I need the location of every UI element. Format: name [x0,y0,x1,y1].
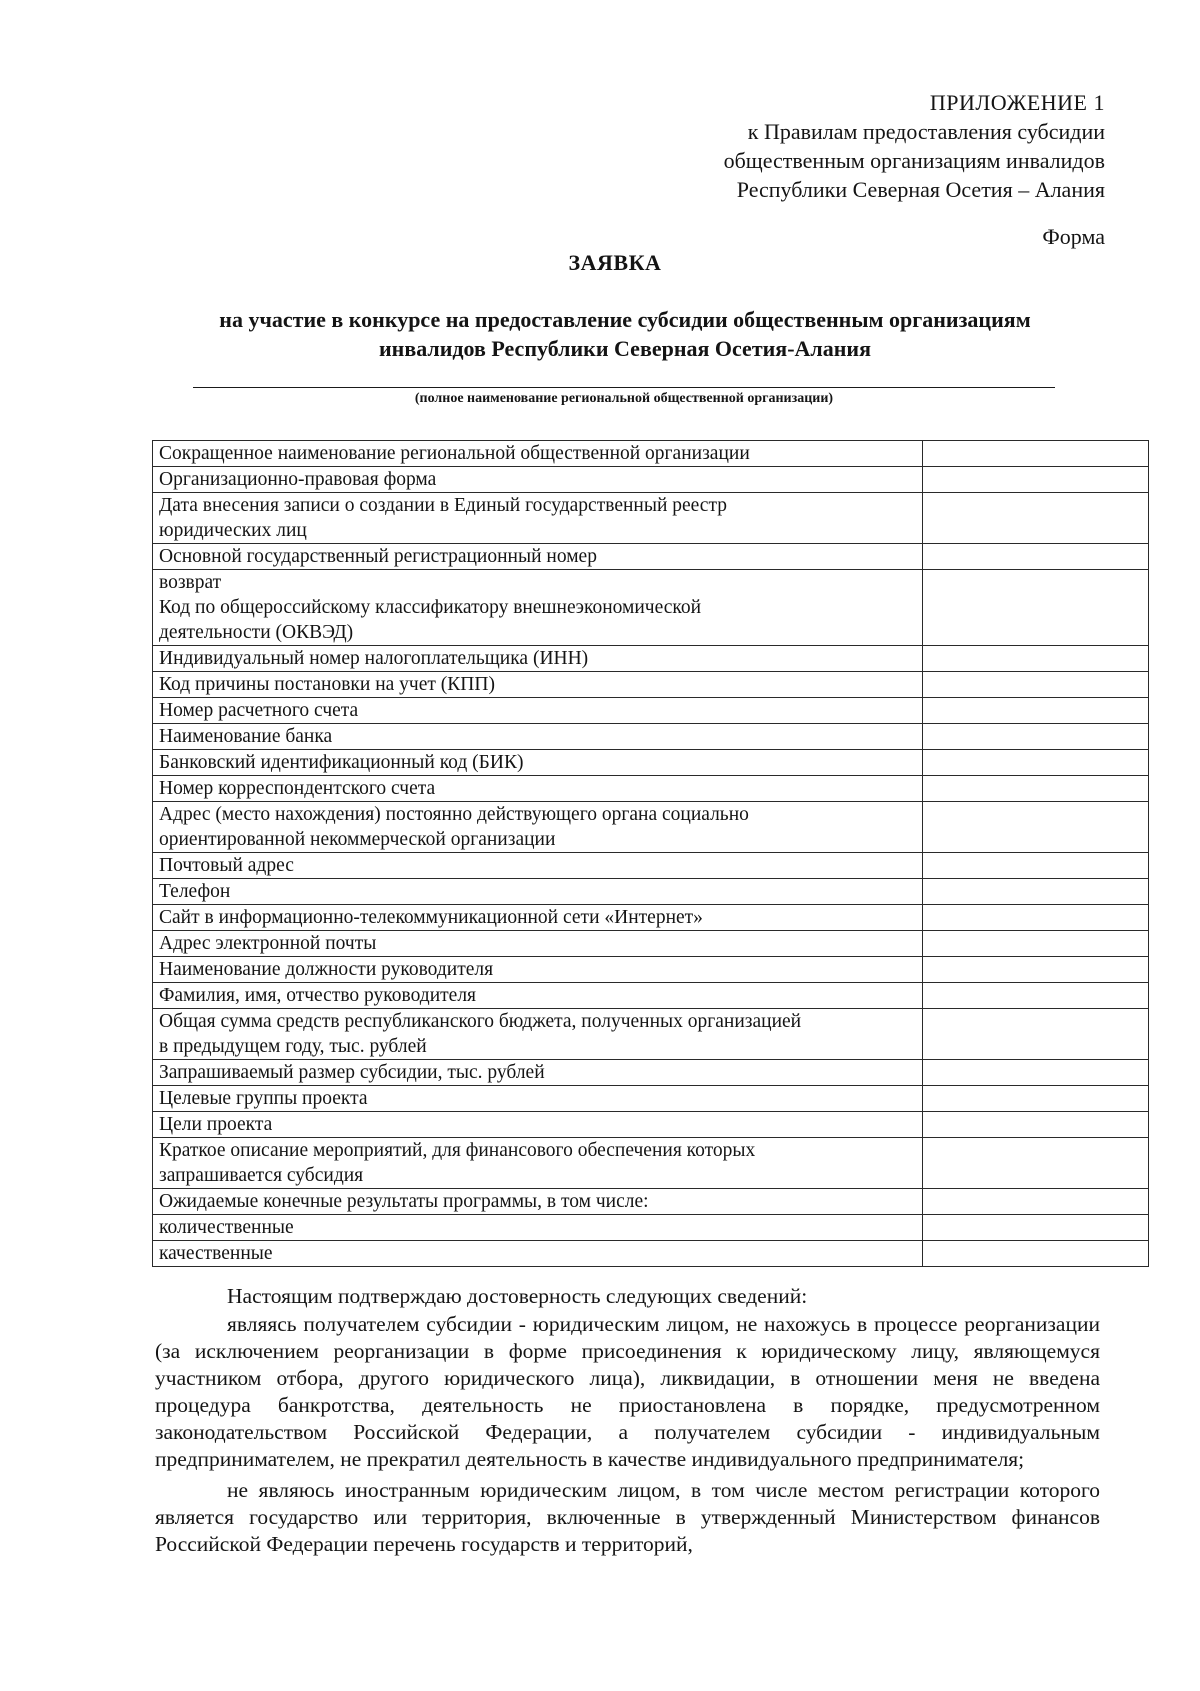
table-row [153,957,1149,983]
table-row [153,1060,1149,1086]
table-row [153,1215,1149,1241]
table-row [153,724,1149,750]
field-value[interactable] [923,879,1149,905]
field-value[interactable] [923,441,1149,467]
declaration-paragraph: Настоящим подтверждаю достоверность следующих сведений: [227,1284,808,1308]
form-label: Форма [1042,224,1105,249]
appendix-title: ПРИЛОЖЕНИЕ 1 [929,90,1105,115]
field-value[interactable] [923,672,1149,698]
appendix-line: к Правилам предоставления субсидии [747,119,1105,144]
table-row [153,1138,1149,1189]
declaration-paragraph: являясь получателем субсидии - юридическим лицом, не нахожусь в процессе реорганизации (за исключением реорганизации в форме присоединения к юридическому лицу, являющемуся участником отбора, другого юридического лица), ликвидации, в отношении меня не введена процедура банкротства, деятельность не приостановлена в порядке, предусмотренном законодательством Российской Федерации, а получателем субсидии - индивидуальным предпринимателем, не прекратил деятельность в качестве индивидуального предпринимателя; [155,1312,1100,1471]
field-value[interactable] [923,467,1149,493]
table-row [153,905,1149,931]
table-row [153,672,1149,698]
subtitle-line: инвалидов Республики Северная Осетия-Алания [378,336,872,361]
field-value[interactable] [923,905,1149,931]
field-label: Организационно-правовая форма [153,467,923,493]
table-row [153,441,1149,467]
field-label: Наименование банка [153,724,923,750]
field-label: Адрес электронной почты [153,931,923,957]
table-row [153,570,1149,646]
table-row [153,879,1149,905]
table-row [153,1112,1149,1138]
table-row [153,776,1149,802]
declaration-paragraph: не являюсь иностранным юридическим лицом, в том числе местом регистрации которого является государство или территория, включенные в утвержденный Министерством финансов Российской Федерации перечень государств и территорий, [155,1478,1100,1556]
field-label: возврат Код по общероссийскому классификатору внешнеэкономической деятельности (ОКВЭД) [153,570,923,646]
table-row [153,983,1149,1009]
field-label: Код причины постановки на учет (КПП) [153,672,923,698]
field-value[interactable] [923,750,1149,776]
field-label: Дата внесения записи о создании в Единый государственный реестр юридических лиц [153,493,923,544]
appendix-line: общественным организациям инвалидов [723,148,1105,173]
field-label: Номер корреспондентского счета [153,776,923,802]
table-row [153,853,1149,879]
field-value[interactable] [923,1241,1149,1267]
field-label: Индивидуальный номер налогоплательщика (ИНН) [153,646,923,672]
field-value[interactable] [923,931,1149,957]
field-value[interactable] [923,1112,1149,1138]
appendix-line: Республики Северная Осетия – Алания [736,177,1105,202]
org-name-blank-line [193,387,1055,388]
application-form-table [152,440,1149,1267]
table-row [153,750,1149,776]
field-value[interactable] [923,957,1149,983]
field-value[interactable] [923,544,1149,570]
table-row [153,544,1149,570]
field-label: количественные [153,1215,923,1241]
field-label: Цели проекта [153,1112,923,1138]
table-row [153,931,1149,957]
org-name-caption: (полное наименование региональной общественной организации) [414,391,834,406]
table-row [153,1189,1149,1215]
field-label: Сайт в информационно-телекоммуникационной сети «Интернет» [153,905,923,931]
field-label: Ожидаемые конечные результаты программы, в том числе: [153,1189,923,1215]
appendix-header [724,88,1105,204]
field-value[interactable] [923,853,1149,879]
field-label: Сокращенное наименование региональной общественной организации [153,441,923,467]
declaration-text [155,1283,1100,1558]
field-label: Наименование должности руководителя [153,957,923,983]
field-value[interactable] [923,570,1149,646]
field-value[interactable] [923,1086,1149,1112]
field-value[interactable] [923,1060,1149,1086]
field-label: Целевые группы проекта [153,1086,923,1112]
table-row [153,802,1149,853]
field-label: Адрес (место нахождения) постоянно действующего органа социально ориентированной некоммерческой организации [153,802,923,853]
field-value[interactable] [923,802,1149,853]
field-value[interactable] [923,983,1149,1009]
field-value[interactable] [923,776,1149,802]
table-row [153,1086,1149,1112]
field-label: Почтовый адрес [153,853,923,879]
field-label: Краткое описание мероприятий, для финансового обеспечения которых запрашивается субсидия [153,1138,923,1189]
field-label: качественные [153,1241,923,1267]
table-row [153,493,1149,544]
field-value[interactable] [923,1009,1149,1060]
table-row [153,1241,1149,1267]
document-title: ЗАЯВКА [568,250,662,275]
field-value[interactable] [923,1138,1149,1189]
table-row [153,646,1149,672]
field-label: Общая сумма средств республиканского бюджета, полученных организацией в предыдущем году, тыс. рублей [153,1009,923,1060]
field-value[interactable] [923,1189,1149,1215]
field-label: Запрашиваемый размер субсидии, тыс. рублей [153,1060,923,1086]
field-value[interactable] [923,724,1149,750]
field-value[interactable] [923,493,1149,544]
field-label: Основной государственный регистрационный номер [153,544,923,570]
field-label: Номер расчетного счета [153,698,923,724]
table-row [153,467,1149,493]
table-row [153,1009,1149,1060]
table-row [153,698,1149,724]
field-value[interactable] [923,698,1149,724]
field-label: Фамилия, имя, отчество руководителя [153,983,923,1009]
document-subtitle [150,305,1100,363]
subtitle-line: на участие в конкурсе на предоставление субсидии общественным организациям [219,307,1031,332]
field-value[interactable] [923,646,1149,672]
field-label: Банковский идентификационный код (БИК) [153,750,923,776]
field-value[interactable] [923,1215,1149,1241]
field-label: Телефон [153,879,923,905]
